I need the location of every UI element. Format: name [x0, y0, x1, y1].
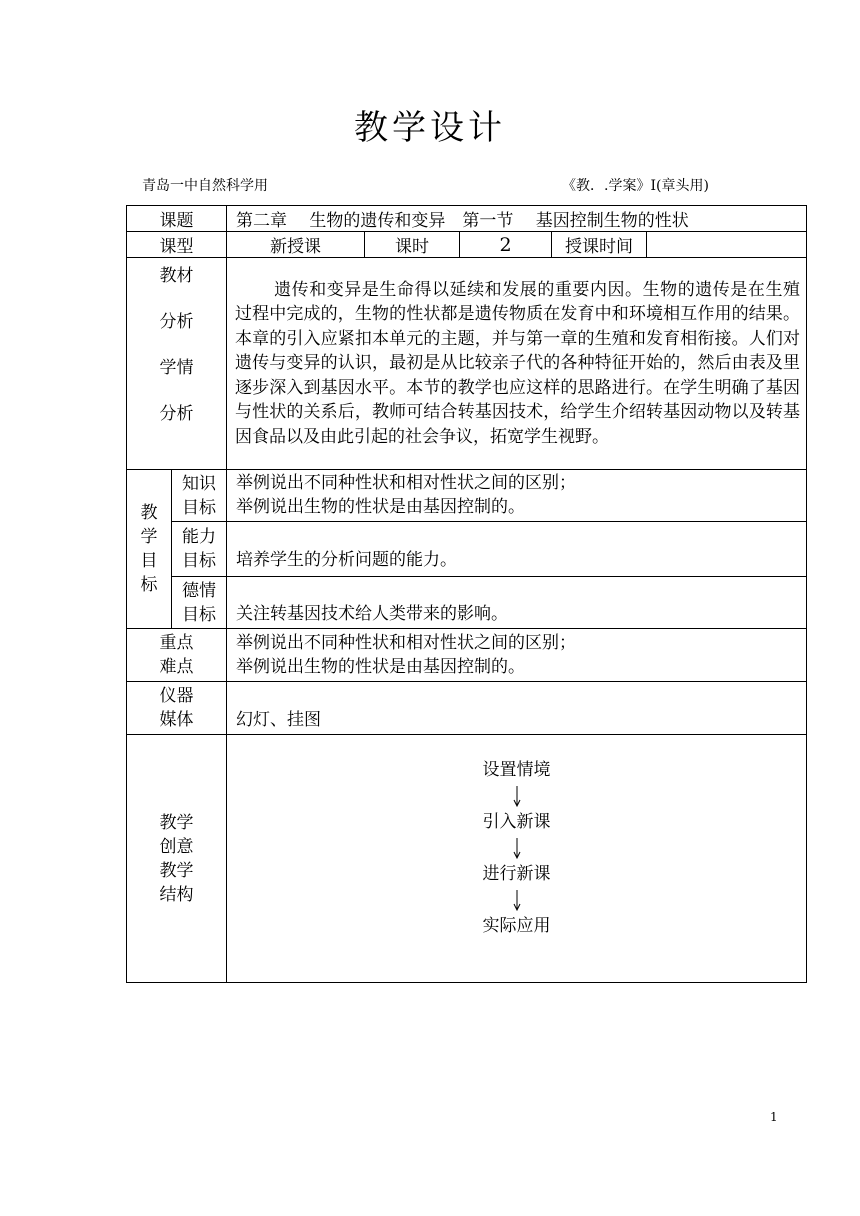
emotion-goal-label — [172, 577, 227, 629]
media-content: 幻灯、挂图 — [227, 682, 807, 735]
analysis-label-1: 教材 — [159, 266, 194, 286]
ability-label-line-1: 能力 — [182, 527, 216, 547]
teaching-time-label: 授课时间 — [552, 232, 647, 258]
structure-label-line-2: 创意 — [159, 836, 194, 857]
document-title: 教学设计 — [354, 108, 506, 148]
flow-step-2: 引入新课 — [482, 812, 551, 832]
emotion-goal-row — [127, 577, 807, 629]
media-label — [127, 682, 227, 735]
flow-step-1: 设置情境 — [482, 760, 551, 780]
emotion-label-line-2: 目标 — [182, 604, 216, 625]
knowledge-goal-content — [227, 470, 807, 522]
key-points-label-line-2: 难点 — [159, 657, 194, 677]
class-hours-label: 课时 — [365, 232, 460, 258]
key-points-row — [127, 629, 807, 682]
knowledge-label-line-1: 知识 — [182, 473, 216, 494]
ability-goal-content: 培养学生的分析问题的能力。 — [227, 522, 807, 577]
down-arrow-icon — [513, 837, 521, 859]
media-label-line-2: 媒体 — [159, 710, 194, 730]
key-points-line-2: 举例说出生物的性状是由基因控制的。 — [236, 657, 525, 677]
goals-char-2: 学 — [140, 527, 158, 547]
ability-label-line-2: 目标 — [182, 551, 216, 571]
ability-goal-label — [172, 522, 227, 577]
topic-row — [127, 206, 807, 232]
analysis-row — [127, 258, 807, 470]
analysis-label-4: 分析 — [159, 404, 194, 424]
topic-value: 第二章 生物的遗传和变异 第一节 基因控制生物的性状 — [227, 206, 807, 232]
key-points-label-line-1: 重点 — [159, 633, 194, 653]
emotion-label-line-1: 德情 — [182, 580, 216, 601]
structure-row — [127, 735, 807, 983]
header-left-text: 青岛一中自然科学用 — [142, 178, 268, 194]
knowledge-goal-label — [172, 470, 227, 522]
class-hours-value: 2 — [460, 232, 552, 258]
goals-char-1: 教 — [140, 503, 158, 523]
key-points-content — [227, 629, 807, 682]
emotion-goal-content: 关注转基因技术给人类带来的影响。 — [227, 577, 807, 629]
lesson-type-label: 课型 — [127, 232, 227, 258]
structure-label — [127, 735, 227, 983]
key-points-line-1: 举例说出不同种性状和相对性状之间的区别； — [236, 633, 576, 653]
lesson-plan-table — [126, 205, 807, 983]
teaching-time-value — [647, 232, 807, 258]
lesson-type-value: 新授课 — [227, 232, 365, 258]
structure-label-line-4: 结构 — [159, 884, 194, 905]
analysis-label — [127, 258, 227, 470]
goals-char-4: 标 — [140, 575, 158, 595]
teaching-goals-label — [127, 470, 172, 629]
media-label-line-1: 仪器 — [159, 686, 194, 706]
analysis-text: 遗传和变异是生命得以延续和发展的重要内因。生物的遗传是在生殖过程中完成的，生物的性状都是遗传物质在发育中和环境相互作用的结果。本章的引入应紧扣本单元的主题，并与第一章的生殖和发育相衔接。人们对遗传与变异的认识，最初是从比较亲子代的各种特征开始的，然后由表及里逐步深入到基因水平。本节的教学也应这样的思路进行。在学生明确了基因与性状的关系后，教师可结合转基因技术，给学生介绍转基因动物以及转基因食品以及由此引起的社会争议，拓宽学生视野。 — [235, 279, 800, 447]
knowledge-goal-line-2: 举例说出生物的性状是由基因控制的。 — [236, 497, 525, 517]
flow-step-3: 进行新课 — [482, 864, 551, 884]
goals-char-3: 目 — [140, 551, 158, 571]
structure-label-line-1: 教学 — [159, 812, 194, 833]
analysis-label-3: 学情 — [159, 358, 194, 378]
knowledge-goal-line-1: 举例说出不同种性状和相对性状之间的区别； — [236, 473, 576, 493]
down-arrow-icon — [513, 785, 521, 807]
lesson-type-row — [127, 232, 807, 258]
analysis-label-2: 分析 — [159, 312, 194, 332]
down-arrow-icon — [513, 889, 521, 911]
structure-label-line-3: 教学 — [159, 860, 194, 881]
topic-label: 课题 — [127, 206, 227, 232]
page-number: 1 — [770, 1110, 778, 1124]
flow-step-4: 实际应用 — [482, 916, 551, 936]
media-row — [127, 682, 807, 735]
key-points-label — [127, 629, 227, 682]
knowledge-goal-row — [127, 470, 807, 522]
ability-goal-row — [127, 522, 807, 577]
analysis-text-cell — [227, 258, 807, 470]
structure-flowchart — [227, 735, 807, 983]
knowledge-label-line-2: 目标 — [182, 497, 216, 518]
header-right-text: 《教．.学案》I(章头用) — [562, 178, 709, 194]
